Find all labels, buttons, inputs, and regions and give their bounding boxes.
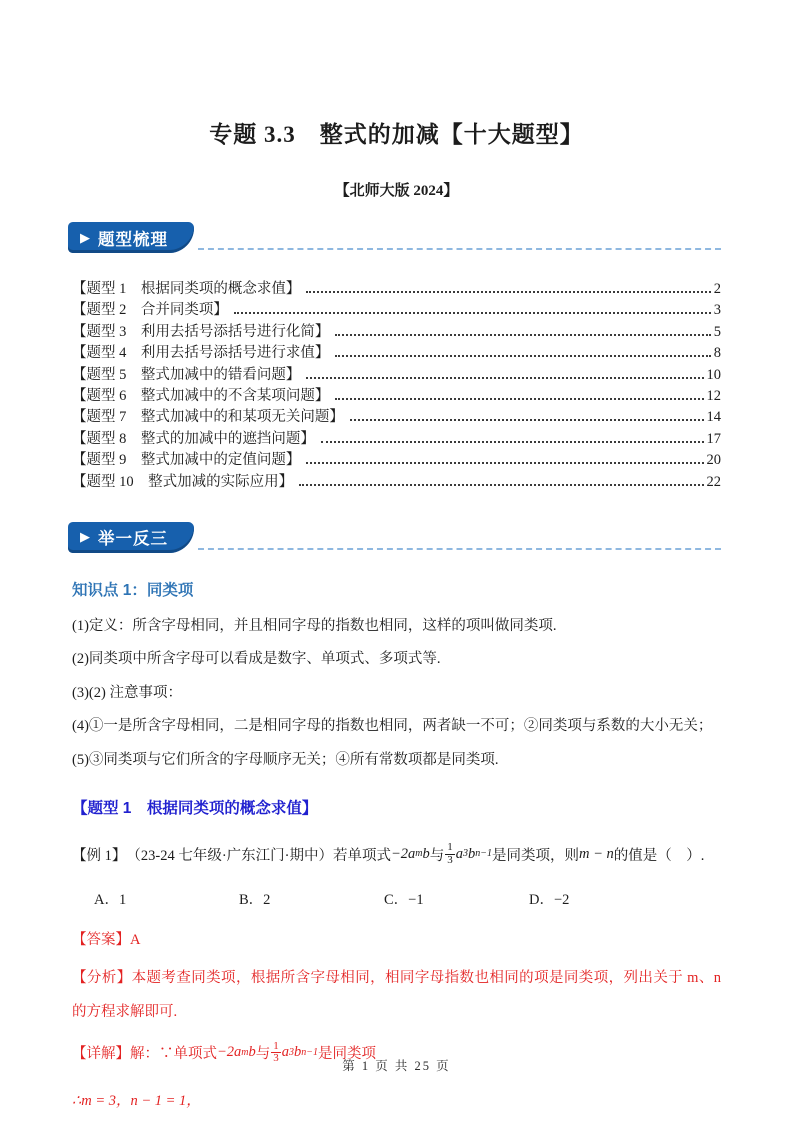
monomial-1-tail: b xyxy=(248,1044,256,1061)
toc-page-number: 14 xyxy=(706,409,721,426)
problem-text: 若单项式 xyxy=(333,847,391,864)
play-triangle-icon: ▶ xyxy=(80,229,91,245)
toc-entry-label[interactable]: 【题型 4 利用去括号添括号进行求值】 xyxy=(72,345,330,362)
knowledge-point-4: (4)①一是所含字母相同，二是相同字母的指数也相同，两者缺一不可；②同类项与系数的大小无关； xyxy=(72,718,713,735)
toc-page-number: 3 xyxy=(713,302,721,319)
answer-line xyxy=(72,928,721,949)
toc-entry[interactable] xyxy=(72,341,721,362)
toc-page-number: 17 xyxy=(706,430,721,447)
toc-page-number: 20 xyxy=(706,452,721,469)
toc-page-number: 5 xyxy=(713,323,721,340)
toc-entry-label[interactable]: 【题型 1 根据同类项的概念求值】 xyxy=(72,281,301,297)
option-a: A．1 xyxy=(94,891,127,908)
answer-value: A xyxy=(130,931,141,948)
analysis-paragraph xyxy=(72,961,721,1029)
option-c: C．−1 xyxy=(384,891,424,908)
toc-entry[interactable] xyxy=(72,384,721,405)
toc-entry-label[interactable]: 【题型 6 整式加减中的不含某项问题】 xyxy=(72,387,330,404)
toc-leader-dots xyxy=(335,398,703,400)
expression-m-minus-n: m − n xyxy=(579,845,614,862)
solution-conclusion: ∴m = 3，n − 1 = 1， xyxy=(72,1092,201,1109)
section-badge-label: 题型梳理 xyxy=(98,230,168,249)
monomial-2-b: b xyxy=(468,845,476,862)
option-b: B．2 xyxy=(239,891,271,908)
toc-leader-dots xyxy=(335,355,710,357)
toc-leader-dots xyxy=(234,312,711,314)
solution-tail: 是同类项 xyxy=(318,1046,377,1063)
solution-line: 【详解】 解：∵单项式 −2a m b 与 $\frac{1}{3}$ a 3 b n−1 是同类项 xyxy=(72,1039,377,1065)
knowledge-point-5: (5)③同类项与它们所含的字母顺序无关；④所有常数项都是同类项. xyxy=(72,751,499,768)
toc-entry[interactable] xyxy=(72,298,721,319)
solution-tag: 【详解】 xyxy=(72,1046,130,1063)
fraction-denominator: 3 xyxy=(273,1052,279,1065)
fraction-numerator: 1 xyxy=(447,841,453,854)
example-problem: 【例 1】 （23-24 七年级·广东江门·期中） 若单项式 −2a m b 与 $\frac{1}{3}$ a 3 b n−1 是同类项，则 m − n 的值是（ ）. xyxy=(72,841,705,866)
toc-leader-dots xyxy=(321,441,704,443)
knowledge-point-3: (3)(2) 注意事项： xyxy=(72,684,182,701)
toc-page-number: 22 xyxy=(706,473,721,490)
section-header-outline xyxy=(68,222,721,253)
monomial-2-b: b xyxy=(294,1044,302,1061)
toc-entry[interactable] xyxy=(72,427,721,448)
edition-subtitle: 【北师大版 2024】 xyxy=(334,183,459,199)
toc-entry-label[interactable]: 【题型 3 利用去括号添括号进行化简】 xyxy=(72,323,330,340)
toc-entry-label[interactable]: 【题型 9 整式加减中的定值问题】 xyxy=(72,452,301,469)
page-title: 专题 3.3 整式的加减【十大题型】 xyxy=(209,122,584,147)
section-badge-examples xyxy=(68,522,194,553)
problem-text-end: 的值是（ ）. xyxy=(613,847,705,864)
dashed-divider xyxy=(198,548,721,550)
toc-entry[interactable] xyxy=(72,470,721,491)
option-d: D．−2 xyxy=(529,891,570,908)
toc-page-number: 8 xyxy=(713,345,721,362)
toc-leader-dots xyxy=(306,291,710,293)
toc-entry-label[interactable]: 【题型 10 整式加减的实际应用】 xyxy=(72,473,294,490)
solution-lead: 解：∵单项式 xyxy=(130,1046,217,1063)
section-badge-outline xyxy=(68,222,194,253)
topic-1-heading: 【题型 1 根据同类项的概念求值】 xyxy=(72,800,318,818)
toc-entry-label[interactable]: 【题型 2 合并同类项】 xyxy=(72,302,228,319)
example-source: （23-24 七年级·广东江门·期中） xyxy=(126,847,333,864)
monomial-2-a: a xyxy=(281,1044,290,1061)
toc-leader-dots xyxy=(306,377,703,379)
toc-entry-label[interactable]: 【题型 5 整式加减中的错看问题】 xyxy=(72,366,301,383)
monomial-1: −2a xyxy=(391,845,416,862)
analysis-text: 本题考查同类项，根据所含字母相同，相同字母指数也相同的项是同类项，列出关于 m、n 的方程求解即可. xyxy=(72,969,721,1020)
toc-leader-dots xyxy=(335,334,710,336)
knowledge-point-heading: 知识点 1：同类项 xyxy=(72,581,194,599)
toc-entry-label[interactable]: 【题型 8 整式的加减中的遮挡问题】 xyxy=(72,430,315,447)
toc-entry[interactable] xyxy=(72,320,721,341)
toc-page-number: 12 xyxy=(706,387,721,404)
toc-entry[interactable] xyxy=(72,363,721,384)
toc-leader-dots xyxy=(350,419,704,421)
play-triangle-icon: ▶ xyxy=(80,529,91,545)
toc-page-number: 10 xyxy=(706,366,721,383)
toc-leader-dots xyxy=(306,462,703,464)
section-header-examples xyxy=(68,522,721,553)
section-badge-label: 举一反三 xyxy=(98,530,168,549)
example-tag: 【例 1】 xyxy=(72,847,127,864)
monomial-2-a: a xyxy=(455,845,464,862)
toc-entry-label[interactable]: 【题型 7 整式加减中的和某项无关问题】 xyxy=(72,409,344,426)
toc-entry[interactable] xyxy=(72,448,721,469)
toc-entry[interactable] xyxy=(72,405,721,426)
answer-tag: 【答案】 xyxy=(72,931,130,948)
fraction-numerator: 1 xyxy=(273,1039,279,1052)
table-of-contents xyxy=(72,277,721,491)
analysis-tag: 【分析】 xyxy=(72,969,132,986)
connector-text: 与 xyxy=(255,1046,271,1063)
answer-options xyxy=(72,888,721,909)
dashed-divider xyxy=(198,248,721,250)
fraction-denominator: 3 xyxy=(447,853,453,866)
toc-leader-dots xyxy=(299,484,703,486)
problem-text-after: 是同类项，则 xyxy=(492,847,580,864)
knowledge-point-1: (1)定义：所含字母相同，并且相同字母的指数也相同，这样的项叫做同类项. xyxy=(72,617,557,634)
toc-entry[interactable] xyxy=(72,277,721,298)
monomial-1: −2a xyxy=(217,1044,242,1061)
knowledge-point-2: (2)同类项中所含字母可以看成是数字、单项式、多项式等. xyxy=(72,651,441,668)
connector-text: 与 xyxy=(429,847,445,864)
toc-page-number: 2 xyxy=(713,281,721,297)
page-footer: 第 1 页 共 25 页 xyxy=(342,1059,451,1073)
monomial-1-tail: b xyxy=(422,845,430,862)
fraction-one-third xyxy=(445,842,455,866)
